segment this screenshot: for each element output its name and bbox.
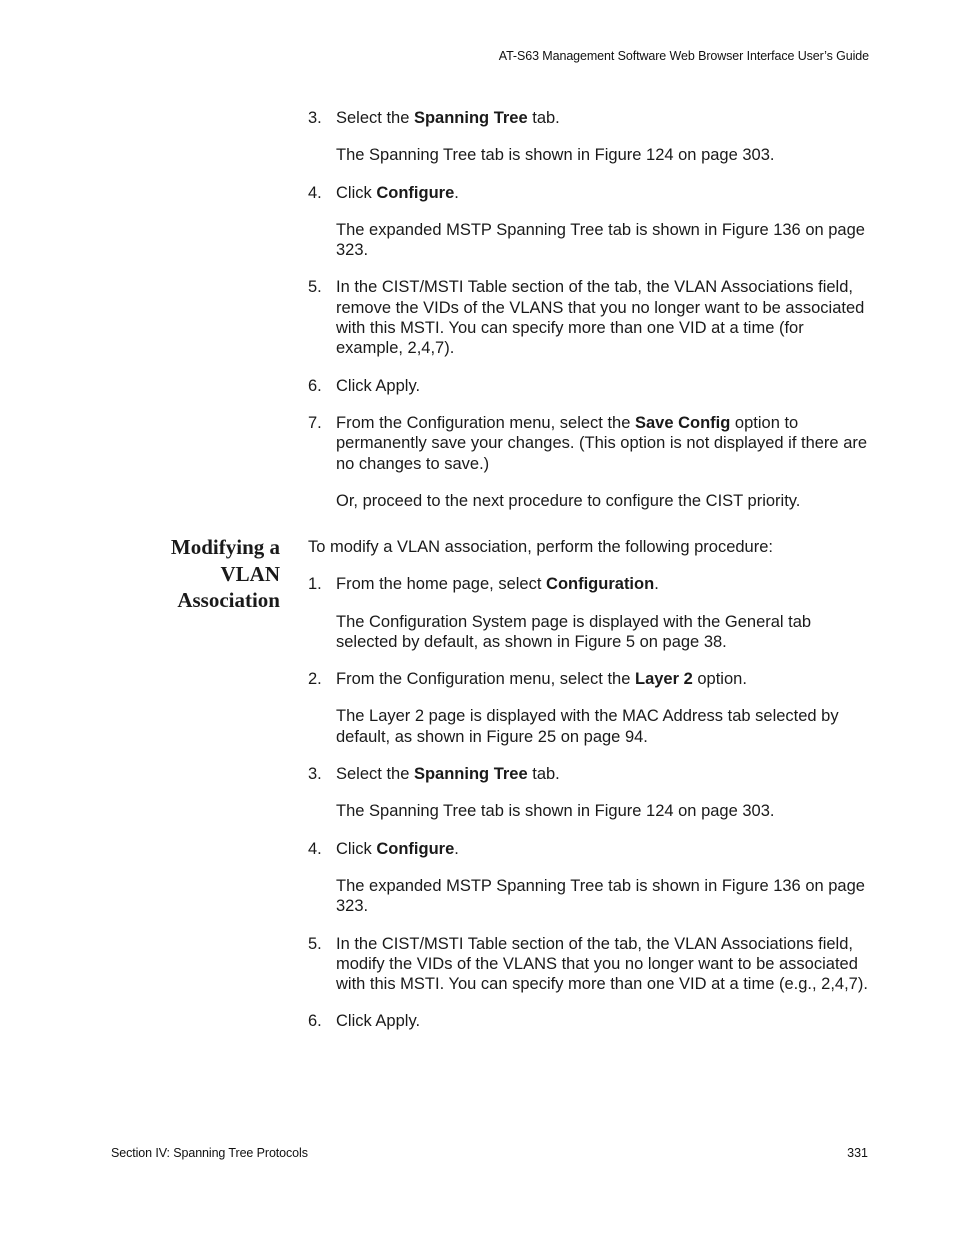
step-5: 5. In the CIST/MSTI Table section of the tab, the VLAN Associations field, modify the VIDs of the VLANS that you no longer want to be associated with this MSTI. You can specify more than one VID at a time (e.g., 2,4,7). <box>308 934 868 994</box>
step-number: 3. <box>308 109 322 127</box>
step-2: 2. From the Configuration menu, select the Layer 2 option. <box>308 670 747 689</box>
step-number: 6. <box>308 376 322 395</box>
step-5: 5. In the CIST/MSTI Table section of the tab, the VLAN Associations field, remove the VIDs of the VLANS that you no longer want to be associated with this MSTI. You can specify more than one VID at a time (for example, 2,4,7). <box>308 278 865 358</box>
step-1: 1. From the home page, select Configuration. <box>308 575 659 594</box>
step-number: 4. <box>308 183 322 202</box>
step-number: 5. <box>308 934 322 953</box>
step-4: 4. Click Configure. <box>308 183 459 202</box>
step-2-note: The Layer 2 page is displayed with the MAC Address tab selected by default, as shown in Figure 25 on page 94. <box>336 707 839 746</box>
step-6: 6. Click Apply. <box>308 376 421 395</box>
step-6: 6. Click Apply. <box>308 1012 421 1031</box>
running-header: AT-S63 Management Software Web Browser Interface User’s Guide <box>498 49 869 63</box>
step-number: 4. <box>308 839 322 858</box>
step-4-note: The expanded MSTP Spanning Tree tab is shown in Figure 136 on page 323. <box>336 220 865 260</box>
ui-term: Spanning Tree <box>413 765 528 784</box>
step-4-note: The expanded MSTP Spanning Tree tab is shown in Figure 136 on page 323. <box>336 876 865 916</box>
step-number: 5. <box>308 278 322 297</box>
step-7-note: Or, proceed to the next procedure to configure the CIST priority. <box>336 491 801 510</box>
step-3-note: The Spanning Tree tab is shown in Figure 124 on page 303. <box>336 146 775 165</box>
step-number: 6. <box>308 1012 322 1031</box>
page-number: 331 <box>847 1146 868 1160</box>
ui-term: Layer 2 <box>634 670 693 689</box>
procedure-modify-vlan <box>308 537 868 1032</box>
section-heading: Modifying a VLAN Association <box>170 535 280 612</box>
step-3: 3. Select the Spanning Tree tab. <box>308 765 560 784</box>
step-4: 4. Click Configure. <box>308 839 459 858</box>
step-1-note: The Configuration System page is displayed with the General tab selected by default, as shown in Figure 5 on page 38. <box>336 612 812 651</box>
ui-term: Configure <box>376 183 455 202</box>
step-7: 7. From the Configuration menu, select the Save Config option to permanently save your changes. (This option is not displayed if there are no changes to save.) <box>308 413 868 473</box>
footer-section: Section IV: Spanning Tree Protocols <box>111 1146 308 1160</box>
section-intro: To modify a VLAN association, perform the following procedure: <box>308 538 773 556</box>
procedure-continued <box>308 108 868 511</box>
step-number: 1. <box>308 575 322 594</box>
step-number: 2. <box>308 670 322 689</box>
step-number: 3. <box>308 765 322 784</box>
ui-term: Spanning Tree <box>413 109 528 127</box>
step-3: 3. Select the Spanning Tree tab. <box>308 109 560 127</box>
ui-term: Configure <box>376 839 455 858</box>
step-number: 7. <box>308 413 322 432</box>
ui-term: Configuration <box>546 575 655 594</box>
step-3-note: The Spanning Tree tab is shown in Figure 124 on page 303. <box>336 802 775 821</box>
ui-term: Save Config <box>634 413 731 432</box>
